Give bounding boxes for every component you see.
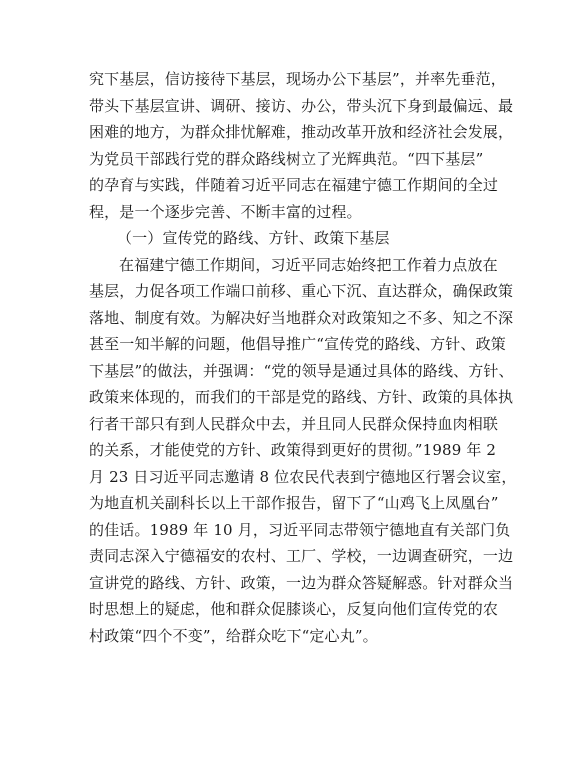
text-line: 程，是一个逐步完善、不断丰富的过程。 (89, 202, 362, 221)
text-line: 行者干部只有到人民群众中去，并且同人民群众保持血肉相联 (89, 414, 499, 433)
text-line: 困难的地方，为群众排忧解难，推动改革开放和经济社会发展， (89, 123, 514, 141)
body-text (89, 66, 517, 649)
text-line: 的佳话。1989 年 10 月，习近平同志带领宁德地直有关部门负 (89, 520, 511, 539)
text-line: 村政策“四个不变”，给群众吃下“定心丸”。 (89, 626, 378, 645)
text-line: 下基层”的做法，并强调：“党的领导是通过具体的路线、方针、 (89, 361, 514, 380)
text-line: 的关系，才能使党的方针、政策得到更好的贯彻。”1989 年 2 (89, 441, 497, 459)
text-line: 基层，力促各项工作端口前移、重心下沉、直达群众，确保政策 (89, 282, 514, 300)
text-line: 在福建宁德工作期间，习近平同志始终把工作着力点放在 (119, 255, 498, 274)
text-line: 的孕育与实践，伴随着习近平同志在福建宁德工作期间的全过 (89, 176, 499, 194)
text-line: 究下基层，信访接待下基层，现场办公下基层”，并率先垂范， (89, 70, 506, 88)
text-line: 甚至一知半解的问题，他倡导推广“宣传党的路线、方针、政策 (89, 335, 506, 353)
text-line: 时思想上的疑虑，他和群众促膝谈心，反复向他们宣传党的农 (89, 600, 499, 618)
text-line: 为地直机关副科长以上干部作报告，留下了“山鸡飞上凤凰台” (89, 494, 499, 512)
text-line: 责同志深入宁德福安的农村、工厂、学校，一边调查研究，一边 (89, 547, 514, 565)
text-line: 月 23 日习近平同志邀请 8 位农民代表到宁德地区行署会议室， (89, 467, 517, 486)
text-line: 落地、制度有效。为解决好当地群众对政策知之不多、知之不深 (89, 308, 514, 327)
section-heading: （一）宣传党的路线、方针、政策下基层 (117, 229, 390, 247)
text-line: 宣讲党的路线、方针、政策，一边为群众答疑解惑。针对群众当 (89, 573, 514, 592)
text-line: 带头下基层宣讲、调研、接访、办公，带头沉下身到最偏远、最 (89, 96, 514, 115)
text-line: 政策来体现的，而我们的干部是党的路线、方针、政策的具体执 (89, 388, 514, 406)
text-line: 为党员干部践行党的群众路线树立了光辉典范。“四下基层” (89, 149, 484, 168)
